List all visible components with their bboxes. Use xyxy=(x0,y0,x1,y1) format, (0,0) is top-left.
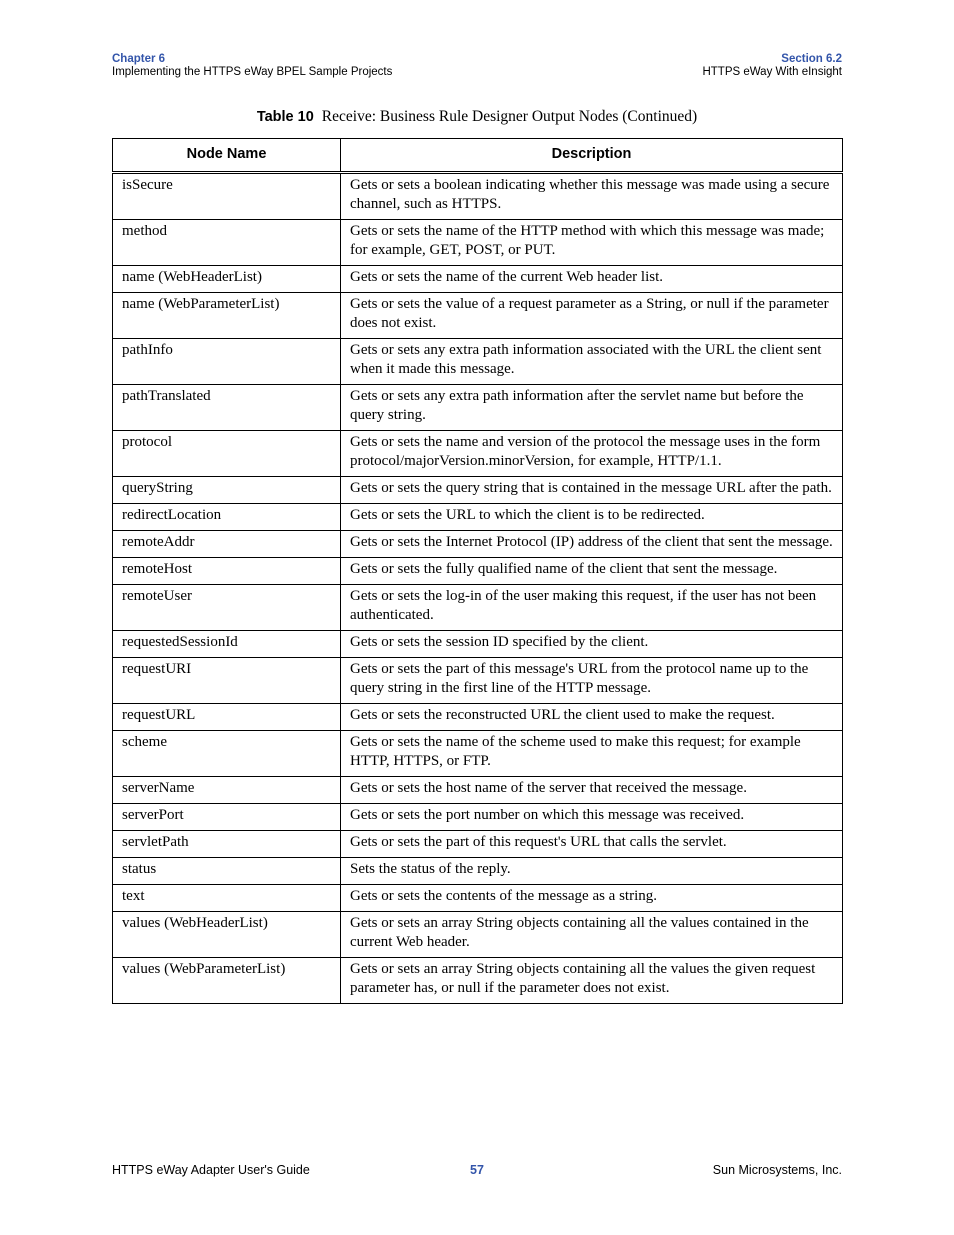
description-cell: Gets or sets the name of the current Web header list. xyxy=(341,266,843,293)
node-name-cell: method xyxy=(113,220,341,266)
section-title: HTTPS eWay With eInsight xyxy=(702,66,842,78)
description-cell: Gets or sets the name of the scheme used to make this request; for example HTTP, HTTPS, or FTP. xyxy=(341,731,843,777)
description-cell: Gets or sets the host name of the server that received the message. xyxy=(341,777,843,804)
node-name-cell: protocol xyxy=(113,431,341,477)
description-cell: Gets or sets the log-in of the user making this request, if the user has not been authenticated. xyxy=(341,585,843,631)
table-row xyxy=(113,858,843,885)
node-name-cell: values (WebParameterList) xyxy=(113,958,341,1004)
table-row xyxy=(113,631,843,658)
table-row xyxy=(113,958,843,1004)
footer-guide-title: HTTPS eWay Adapter User's Guide xyxy=(112,1163,310,1177)
description-cell: Gets or sets the session ID specified by the client. xyxy=(341,631,843,658)
node-name-cell: serverName xyxy=(113,777,341,804)
description-cell: Gets or sets the port number on which this message was received. xyxy=(341,804,843,831)
table-row xyxy=(113,339,843,385)
description-cell: Gets or sets the name and version of the protocol the message uses in the form protocol/majorVersion.minorVersion, for example, HTTP/1.1. xyxy=(341,431,843,477)
description-cell: Gets or sets an array String objects containing all the values contained in the current Web header. xyxy=(341,912,843,958)
table-row xyxy=(113,220,843,266)
table-row xyxy=(113,777,843,804)
description-cell: Sets the status of the reply. xyxy=(341,858,843,885)
node-name-cell: isSecure xyxy=(113,173,341,220)
description-cell: Gets or sets the URL to which the client is to be redirected. xyxy=(341,504,843,531)
description-cell: Gets or sets the fully qualified name of the client that sent the message. xyxy=(341,558,843,585)
node-name-cell: text xyxy=(113,885,341,912)
node-name-cell: requestURI xyxy=(113,658,341,704)
table-row xyxy=(113,912,843,958)
table-row xyxy=(113,293,843,339)
node-name-cell: redirectLocation xyxy=(113,504,341,531)
output-nodes-table xyxy=(112,138,843,1004)
table-row xyxy=(113,266,843,293)
node-name-cell: queryString xyxy=(113,477,341,504)
description-cell: Gets or sets the Internet Protocol (IP) address of the client that sent the message. xyxy=(341,531,843,558)
chapter-title: Implementing the HTTPS eWay BPEL Sample Projects xyxy=(112,66,393,78)
description-cell: Gets or sets a boolean indicating whether this message was made using a secure channel, such as HTTPS. xyxy=(341,173,843,220)
table-row xyxy=(113,173,843,220)
node-name-cell: name (WebHeaderList) xyxy=(113,266,341,293)
table-header-row xyxy=(113,139,843,173)
table-row xyxy=(113,885,843,912)
table-caption-text: Receive: Business Rule Designer Output Nodes (Continued) xyxy=(321,108,698,125)
table-row xyxy=(113,504,843,531)
table-row xyxy=(113,531,843,558)
table-row xyxy=(113,658,843,704)
node-name-cell: status xyxy=(113,858,341,885)
description-cell: Gets or sets the value of a request parameter as a String, or null if the parameter does not exist. xyxy=(341,293,843,339)
node-name-cell: pathInfo xyxy=(113,339,341,385)
description-cell: Gets or sets any extra path information after the servlet name but before the query string. xyxy=(341,385,843,431)
node-name-cell: serverPort xyxy=(113,804,341,831)
table-body xyxy=(113,173,843,1004)
column-header-node-name: Node Name xyxy=(113,139,341,173)
description-cell: Gets or sets the reconstructed URL the client used to make the request. xyxy=(341,704,843,731)
description-cell: Gets or sets the query string that is contained in the message URL after the path. xyxy=(341,477,843,504)
node-name-cell: values (WebHeaderList) xyxy=(113,912,341,958)
table-row xyxy=(113,831,843,858)
node-name-cell: requestedSessionId xyxy=(113,631,341,658)
node-name-cell: requestURL xyxy=(113,704,341,731)
node-name-cell: pathTranslated xyxy=(113,385,341,431)
table-row xyxy=(113,585,843,631)
running-header-right xyxy=(702,53,842,79)
table-row xyxy=(113,804,843,831)
description-cell: Gets or sets any extra path information associated with the URL the client sent when it made this message. xyxy=(341,339,843,385)
node-name-cell: remoteAddr xyxy=(113,531,341,558)
column-header-description: Description xyxy=(341,139,843,173)
chapter-label: Chapter 6 xyxy=(112,53,166,65)
node-name-cell: servletPath xyxy=(113,831,341,858)
page-number: 57 xyxy=(470,1163,484,1177)
node-name-cell: remoteUser xyxy=(113,585,341,631)
description-cell: Gets or sets the name of the HTTP method with which this message was made; for example, GET, POST, or PUT. xyxy=(341,220,843,266)
table-caption-label: Table 10 xyxy=(256,109,314,125)
table-row xyxy=(113,385,843,431)
description-cell: Gets or sets an array String objects containing all the values the given request parameter has, or null if the parameter does not exist. xyxy=(341,958,843,1004)
footer-company: Sun Microsystems, Inc. xyxy=(712,1163,842,1177)
node-name-cell: remoteHost xyxy=(113,558,341,585)
table-row xyxy=(113,431,843,477)
table-row xyxy=(113,731,843,777)
running-header-left xyxy=(112,53,392,79)
section-label: Section 6.2 xyxy=(781,53,842,65)
description-cell: Gets or sets the part of this request's URL that calls the servlet. xyxy=(341,831,843,858)
table-row xyxy=(113,704,843,731)
table-row xyxy=(113,558,843,585)
description-cell: Gets or sets the contents of the message as a string. xyxy=(341,885,843,912)
node-name-cell: name (WebParameterList) xyxy=(113,293,341,339)
description-cell: Gets or sets the part of this message's URL from the protocol name up to the query string in the first line of the HTTP message. xyxy=(341,658,843,704)
table-caption xyxy=(112,107,842,127)
node-name-cell: scheme xyxy=(113,731,341,777)
table-row xyxy=(113,477,843,504)
